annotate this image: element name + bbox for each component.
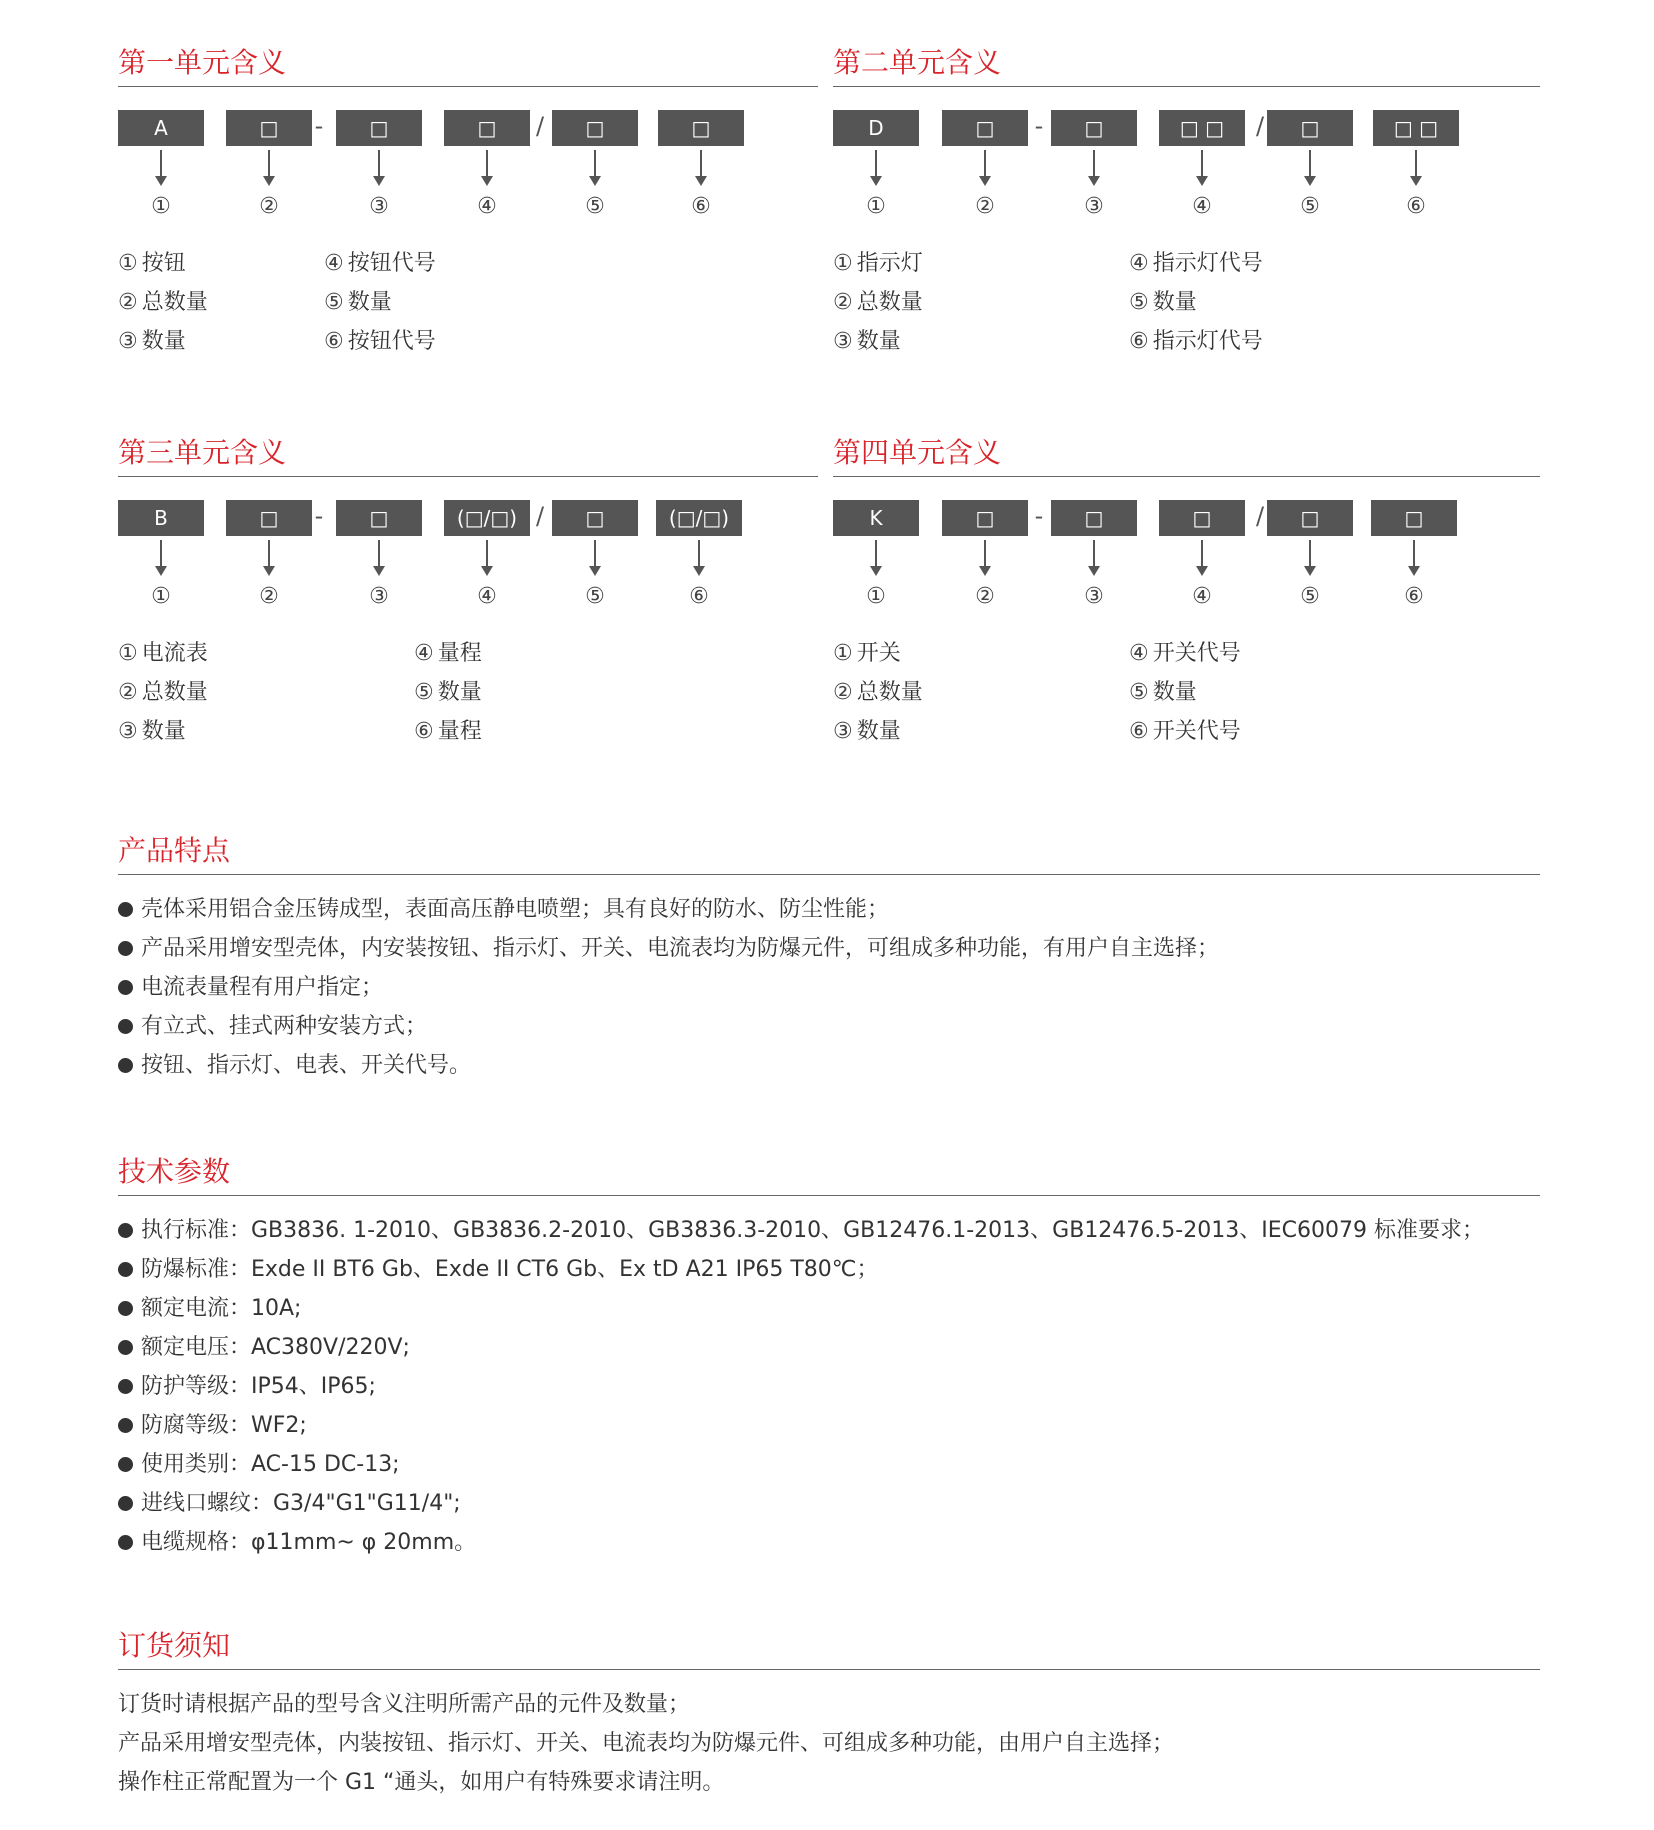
legend-item bbox=[833, 289, 923, 317]
code-box: (□/□) bbox=[444, 500, 530, 536]
arrow-down-icon bbox=[1304, 566, 1316, 576]
arrow-line bbox=[1309, 540, 1311, 568]
position-number: ④ bbox=[477, 584, 497, 609]
legend-item bbox=[1129, 328, 1263, 356]
legend-number: ③ bbox=[118, 719, 138, 744]
arrow-down-icon bbox=[695, 176, 707, 186]
arrow-down-icon bbox=[263, 176, 275, 186]
slash-separator: / bbox=[535, 502, 545, 530]
arrow-line bbox=[594, 540, 596, 568]
code-box: □ bbox=[1267, 500, 1353, 536]
arrow-line bbox=[486, 540, 488, 568]
code-box: □ bbox=[942, 110, 1028, 146]
arrow-down-icon bbox=[979, 176, 991, 186]
legend-item bbox=[118, 289, 208, 317]
arrow-down-icon bbox=[373, 176, 385, 186]
ordering-item: 产品采用增安型壳体，内装按钮、指示灯、开关、电流表均为防爆元件、可组成多种功能，由用户自主选择； bbox=[118, 1731, 1175, 1756]
legend-item bbox=[1129, 679, 1197, 707]
legend-number: ④ bbox=[324, 251, 344, 276]
code-box: □ □ bbox=[1159, 110, 1245, 146]
code-box: □ bbox=[336, 110, 422, 146]
legend-text: 总数量 bbox=[856, 290, 923, 315]
specs-item: 执行标准：GB3836. 1-2010、GB3836.2-2010、GB3836.3-2010、GB12476.1-2013、GB12476.5-2013、IEC60079 标准要求； bbox=[118, 1211, 1484, 1250]
arrow-down-icon bbox=[155, 176, 167, 186]
legend-number: ① bbox=[833, 641, 853, 666]
legend-number: ④ bbox=[1129, 251, 1149, 276]
specs-item: 进线口螺纹：G3/4"G1"G11/4"; bbox=[118, 1484, 1484, 1523]
arrow-down-icon bbox=[1088, 176, 1100, 186]
code-box: (□/□) bbox=[656, 500, 742, 536]
position-number: ① bbox=[866, 194, 886, 219]
legend-text: 量程 bbox=[437, 641, 482, 666]
legend-item bbox=[833, 718, 901, 746]
arrow-line bbox=[486, 150, 488, 178]
position-number: ⑥ bbox=[691, 194, 711, 219]
position-number: ② bbox=[975, 584, 995, 609]
ordering-list bbox=[118, 1685, 1174, 1802]
dash-separator: - bbox=[1034, 502, 1044, 530]
arrow-down-icon bbox=[870, 176, 882, 186]
legend-text: 数量 bbox=[856, 329, 901, 354]
legend-item bbox=[414, 679, 482, 707]
legend-text: 总数量 bbox=[856, 680, 923, 705]
position-number: ① bbox=[151, 584, 171, 609]
arrow-line bbox=[268, 150, 270, 178]
arrow-down-icon bbox=[589, 566, 601, 576]
arrow-line bbox=[160, 150, 162, 178]
code-box: □ bbox=[1267, 110, 1353, 146]
arrow-line bbox=[268, 540, 270, 568]
features-list bbox=[118, 890, 1219, 1085]
legend-item bbox=[118, 250, 186, 278]
code-box: □ bbox=[226, 500, 312, 536]
code-box: □ bbox=[444, 110, 530, 146]
legend-number: ④ bbox=[414, 641, 434, 666]
arrow-line bbox=[1309, 150, 1311, 178]
bullet-icon bbox=[118, 1262, 133, 1277]
position-number: ① bbox=[151, 194, 171, 219]
code-box: □ bbox=[552, 500, 638, 536]
position-number: ③ bbox=[369, 194, 389, 219]
ordering-divider bbox=[118, 1669, 1540, 1670]
bullet-icon bbox=[118, 1301, 133, 1316]
legend-text: 指示灯代号 bbox=[1152, 329, 1263, 354]
code-box: □ bbox=[1371, 500, 1457, 536]
arrow-line bbox=[700, 150, 702, 178]
legend-number: ③ bbox=[833, 329, 853, 354]
arrow-down-icon bbox=[1410, 176, 1422, 186]
dash-separator: - bbox=[314, 502, 324, 530]
legend-number: ② bbox=[118, 680, 138, 705]
legend-text: 总数量 bbox=[141, 290, 208, 315]
legend-number: ① bbox=[833, 251, 853, 276]
legend-number: ⑥ bbox=[324, 329, 344, 354]
position-number: ⑤ bbox=[1300, 584, 1320, 609]
features-item: 按钮、指示灯、电表、开关代号。 bbox=[118, 1046, 1219, 1085]
features-item: 产品采用增安型壳体，内安装按钮、指示灯、开关、电流表均为防爆元件，可组成多种功能，有用户自主选择； bbox=[118, 929, 1219, 968]
arrow-down-icon bbox=[1196, 566, 1208, 576]
legend-number: ② bbox=[118, 290, 138, 315]
legend-number: ⑥ bbox=[1129, 719, 1149, 744]
legend-item bbox=[118, 679, 208, 707]
features-divider bbox=[118, 874, 1540, 875]
ordering-title: 订货须知 bbox=[118, 1629, 231, 1662]
legend-text: 总数量 bbox=[141, 680, 208, 705]
legend-number: ③ bbox=[833, 719, 853, 744]
legend-number: ② bbox=[833, 290, 853, 315]
arrow-down-icon bbox=[1408, 566, 1420, 576]
legend-item bbox=[118, 718, 186, 746]
bullet-icon bbox=[118, 1058, 133, 1073]
dash-separator: - bbox=[314, 112, 324, 140]
legend-item bbox=[1129, 250, 1263, 278]
slash-separator: / bbox=[535, 112, 545, 140]
bullet-icon bbox=[118, 902, 133, 917]
bullet-icon bbox=[118, 1496, 133, 1511]
legend-item bbox=[1129, 289, 1197, 317]
arrow-line bbox=[984, 540, 986, 568]
arrow-line bbox=[378, 540, 380, 568]
position-number: ④ bbox=[1192, 584, 1212, 609]
code-box: K bbox=[833, 500, 919, 536]
position-number: ① bbox=[866, 584, 886, 609]
position-number: ③ bbox=[1084, 194, 1104, 219]
legend-item bbox=[414, 640, 482, 668]
position-number: ⑥ bbox=[1404, 584, 1424, 609]
bullet-icon bbox=[118, 1379, 133, 1394]
code-box: □ bbox=[226, 110, 312, 146]
position-number: ③ bbox=[1084, 584, 1104, 609]
code-box: D bbox=[833, 110, 919, 146]
dash-separator: - bbox=[1034, 112, 1044, 140]
legend-number: ⑥ bbox=[1129, 329, 1149, 354]
specs-title: 技术参数 bbox=[118, 1155, 231, 1188]
legend-item bbox=[1129, 718, 1241, 746]
features-title: 产品特点 bbox=[118, 834, 231, 867]
position-number: ② bbox=[259, 584, 279, 609]
legend-text: 电流表 bbox=[141, 641, 208, 666]
position-number: ② bbox=[975, 194, 995, 219]
bullet-icon bbox=[118, 1019, 133, 1034]
legend-text: 数量 bbox=[141, 329, 186, 354]
legend-item bbox=[833, 250, 923, 278]
position-number: ② bbox=[259, 194, 279, 219]
legend-item bbox=[414, 718, 482, 746]
bullet-icon bbox=[118, 980, 133, 995]
arrow-line bbox=[594, 150, 596, 178]
position-number: ⑤ bbox=[585, 194, 605, 219]
legend-number: ⑥ bbox=[414, 719, 434, 744]
legend-item bbox=[324, 289, 392, 317]
code-box: □ bbox=[658, 110, 744, 146]
specs-list bbox=[118, 1211, 1484, 1562]
legend-number: ② bbox=[833, 680, 853, 705]
bullet-icon bbox=[118, 1418, 133, 1433]
legend-text: 开关代号 bbox=[1152, 719, 1241, 744]
arrow-line bbox=[984, 150, 986, 178]
legend-item bbox=[118, 328, 186, 356]
legend-number: ⑤ bbox=[1129, 680, 1149, 705]
arrow-down-icon bbox=[589, 176, 601, 186]
slash-separator: / bbox=[1255, 502, 1265, 530]
arrow-down-icon bbox=[693, 566, 705, 576]
arrow-down-icon bbox=[979, 566, 991, 576]
features-item: 有立式、挂式两种安装方式； bbox=[118, 1007, 1219, 1046]
bullet-icon bbox=[118, 1457, 133, 1472]
legend-text: 按钮代号 bbox=[347, 329, 436, 354]
legend-text: 数量 bbox=[856, 719, 901, 744]
arrow-down-icon bbox=[870, 566, 882, 576]
legend-number: ① bbox=[118, 641, 138, 666]
legend-text: 指示灯代号 bbox=[1152, 251, 1263, 276]
position-number: ⑥ bbox=[689, 584, 709, 609]
arrow-line bbox=[1415, 150, 1417, 178]
legend-text: 数量 bbox=[1152, 680, 1197, 705]
legend-text: 数量 bbox=[437, 680, 482, 705]
specs-item: 电缆规格：φ11mm~ φ 20mm。 bbox=[118, 1523, 1484, 1562]
position-number: ③ bbox=[369, 584, 389, 609]
unit-title: 第三单元含义 bbox=[118, 436, 287, 469]
position-number: ④ bbox=[1192, 194, 1212, 219]
arrow-line bbox=[1093, 540, 1095, 568]
position-number: ⑤ bbox=[585, 584, 605, 609]
unit-title: 第四单元含义 bbox=[833, 436, 1002, 469]
arrow-down-icon bbox=[481, 566, 493, 576]
position-number: ⑤ bbox=[1300, 194, 1320, 219]
legend-text: 量程 bbox=[437, 719, 482, 744]
legend-item bbox=[118, 640, 208, 668]
code-box: □ bbox=[336, 500, 422, 536]
code-box: □ bbox=[552, 110, 638, 146]
code-box: □ bbox=[1159, 500, 1245, 536]
arrow-down-icon bbox=[155, 566, 167, 576]
legend-text: 指示灯 bbox=[856, 251, 923, 276]
legend-text: 开关代号 bbox=[1152, 641, 1241, 666]
arrow-down-icon bbox=[1304, 176, 1316, 186]
legend-number: ⑤ bbox=[1129, 290, 1149, 315]
legend-text: 数量 bbox=[1152, 290, 1197, 315]
specs-item: 使用类别：AC-15 DC-13; bbox=[118, 1445, 1484, 1484]
legend-item bbox=[833, 328, 901, 356]
specs-item: 额定电压：AC380V/220V; bbox=[118, 1328, 1484, 1367]
specs-item: 额定电流：10A; bbox=[118, 1289, 1484, 1328]
legend-item bbox=[324, 328, 436, 356]
unit-divider bbox=[833, 476, 1540, 477]
arrow-down-icon bbox=[263, 566, 275, 576]
ordering-item: 操作柱正常配置为一个 G1 “通头，如用户有特殊要求请注明。 bbox=[118, 1770, 725, 1795]
bullet-icon bbox=[118, 1223, 133, 1238]
legend-text: 按钮代号 bbox=[347, 251, 436, 276]
arrow-down-icon bbox=[481, 176, 493, 186]
legend-item bbox=[1129, 640, 1241, 668]
code-box: □ bbox=[1051, 500, 1137, 536]
unit-divider bbox=[118, 476, 818, 477]
arrow-down-icon bbox=[1196, 176, 1208, 186]
arrow-down-icon bbox=[373, 566, 385, 576]
ordering-item: 订货时请根据产品的型号含义注明所需产品的元件及数量； bbox=[118, 1692, 691, 1717]
unit-divider bbox=[118, 86, 818, 87]
features-item: 电流表量程有用户指定； bbox=[118, 968, 1219, 1007]
bullet-icon bbox=[118, 1535, 133, 1550]
unit-divider bbox=[833, 86, 1540, 87]
legend-item bbox=[833, 679, 923, 707]
legend-item bbox=[833, 640, 901, 668]
specs-item: 防腐等级：WF2; bbox=[118, 1406, 1484, 1445]
slash-separator: / bbox=[1255, 112, 1265, 140]
specs-item: 防护等级：IP54、IP65; bbox=[118, 1367, 1484, 1406]
arrow-line bbox=[1093, 150, 1095, 178]
legend-text: 数量 bbox=[141, 719, 186, 744]
specs-divider bbox=[118, 1195, 1540, 1196]
legend-item bbox=[324, 250, 436, 278]
position-number: ④ bbox=[477, 194, 497, 219]
arrow-line bbox=[698, 540, 700, 568]
arrow-line bbox=[1201, 150, 1203, 178]
bullet-icon bbox=[118, 941, 133, 956]
arrow-down-icon bbox=[1088, 566, 1100, 576]
legend-number: ⑤ bbox=[414, 680, 434, 705]
code-box: B bbox=[118, 500, 204, 536]
arrow-line bbox=[1201, 540, 1203, 568]
arrow-line bbox=[875, 150, 877, 178]
position-number: ⑥ bbox=[1406, 194, 1426, 219]
arrow-line bbox=[875, 540, 877, 568]
unit-title: 第一单元含义 bbox=[118, 46, 287, 79]
code-box: □ bbox=[942, 500, 1028, 536]
legend-number: ① bbox=[118, 251, 138, 276]
legend-text: 开关 bbox=[856, 641, 901, 666]
legend-number: ⑤ bbox=[324, 290, 344, 315]
arrow-line bbox=[1413, 540, 1415, 568]
arrow-line bbox=[160, 540, 162, 568]
code-box: □ □ bbox=[1373, 110, 1459, 146]
legend-number: ③ bbox=[118, 329, 138, 354]
arrow-line bbox=[378, 150, 380, 178]
code-box: □ bbox=[1051, 110, 1137, 146]
code-box: A bbox=[118, 110, 204, 146]
features-item: 壳体采用铝合金压铸成型，表面高压静电喷塑；具有良好的防水、防尘性能； bbox=[118, 890, 1219, 929]
specs-item: 防爆标准：Exde II BT6 Gb、Exde II CT6 Gb、Ex tD A21 IP65 T80℃； bbox=[118, 1250, 1484, 1289]
unit-title: 第二单元含义 bbox=[833, 46, 1002, 79]
legend-number: ④ bbox=[1129, 641, 1149, 666]
legend-text: 数量 bbox=[347, 290, 392, 315]
bullet-icon bbox=[118, 1340, 133, 1355]
legend-text: 按钮 bbox=[141, 251, 186, 276]
